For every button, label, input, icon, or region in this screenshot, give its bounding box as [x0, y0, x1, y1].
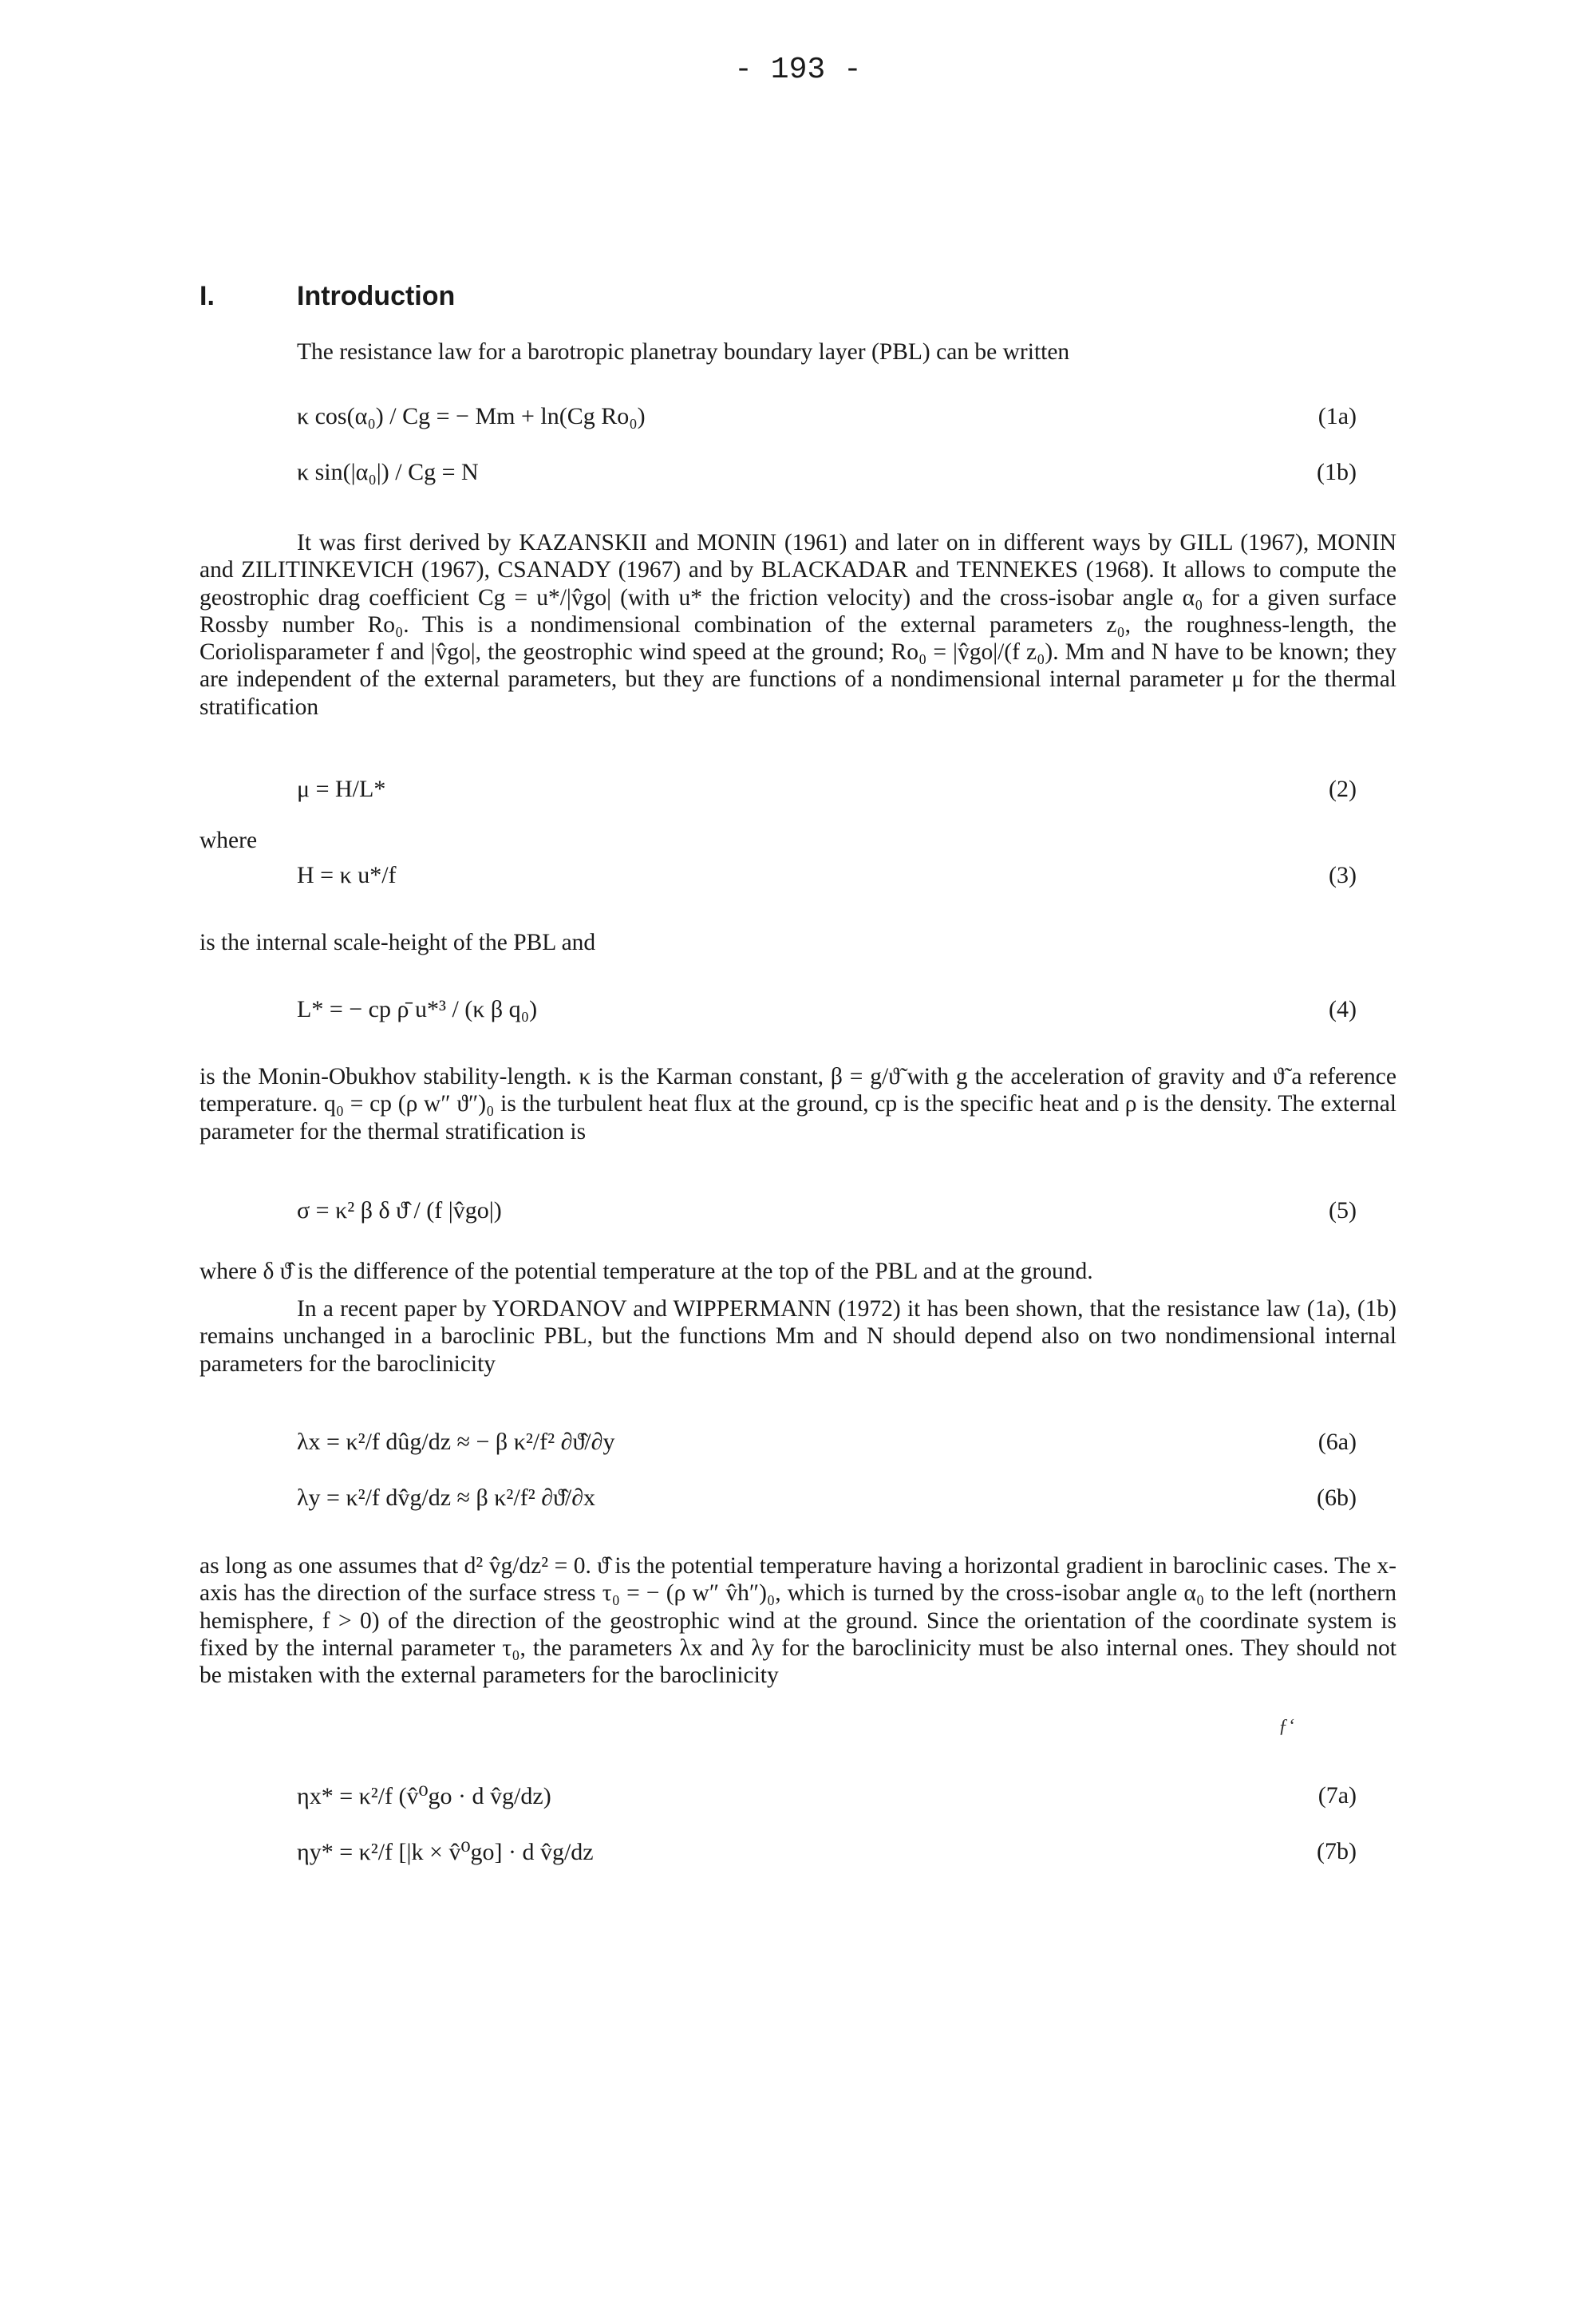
equation-7a-label: (7a): [1317, 1782, 1357, 1809]
equation-3: H = κ u*/f: [297, 862, 397, 888]
section-number: I.: [200, 281, 215, 311]
equation-3-label: (3): [1329, 862, 1357, 888]
equation-1b: κ sin(|α₀|) / Cg = N: [297, 459, 479, 485]
where-label: where: [200, 828, 258, 853]
equation-4: L* = − cp ρ̄ u*³ / (κ β q₀): [297, 996, 538, 1022]
where-delta-line: where δ ϑ̂ is the difference of the potential temperature at the top of the PBL and at the ground.: [200, 1259, 1093, 1284]
scale-height-line: is the internal scale-height of the PBL and: [200, 930, 596, 955]
section-title: Introduction: [297, 281, 456, 311]
pen-mark: ƒ‘: [1278, 1716, 1294, 1737]
equation-5: σ = κ² β δ ϑ̂ / (f |v̂go|): [297, 1197, 502, 1224]
equation-7b: ηy* = κ²/f [|k × v̂⁰go] · d v̂g/dz: [297, 1839, 594, 1865]
equation-6b: λy = κ²/f dv̂g/dz ≈ β κ²/f² ∂ϑ̂/∂x: [297, 1485, 596, 1511]
paragraph-history: It was first derived by KAZANSKII and MONIN (1961) and later on in different ways by GILL (1967), MONIN and ZILITINKEVICH (1967), CSANADY (1967) and by BLACKADAR and TENNEKES (1968). It allows to compute the geostrophic drag coefficient Cg = u*/|v̂go| (with u* the friction velocity) and the cross-isobar angle α₀ for a given surface Rossby number Ro₀. This is a nondimensional combination of the external parameters z₀, the roughness-length, the Coriolisparameter f and |v̂go|, the geostrophic wind speed at the ground; Ro₀ = |v̂go|/(f z₀). Mm and N have to be known; they are independent of the external parameters, but they are functions of a nondimensional internal parameter μ for the thermal stratification: [200, 530, 1396, 720]
intro-line: The resistance law for a barotropic planetray boundary layer (PBL) can be written: [297, 339, 1070, 365]
paragraph-baroclinic: In a recent paper by YORDANOV and WIPPERMANN (1972) it has been shown, that the resistance law (1a), (1b) remains unchanged in a baroclinic PBL, but the functions Mm and N should depend also on two nondimensional internal parameters for the baroclinicity: [200, 1296, 1396, 1377]
paragraph-internal-parameters: as long as one assumes that d² v̂g/dz² = 0. ϑ̂ is the potential temperature having a horizontal gradient in baroclinic cases. The x-axis has the direction of the surface stress τ₀ = − (ρ w″ v̂h″)₀, which is turned by the cross-isobar angle α₀ to the left (northern hemisphere, f > 0) of the direction of the geostrophic wind at the ground. Since the orientation of the coordinate system is fixed by the internal parameter τ₀, the parameters λx and λy for the baroclinicity must be also internal ones. They should not be mistaken with the external parameters for the baroclinicity: [200, 1553, 1396, 1689]
equation-2-label: (2): [1329, 776, 1357, 802]
equation-7b-label: (7b): [1317, 1838, 1357, 1864]
paragraph-stability-length: is the Monin-Obukhov stability-length. κ is the Karman constant, β = g/ϑ̃ with g the acceleration of gravity and ϑ̃ a reference temperature. q₀ = cp (ρ w″ ϑ″)₀ is the turbulent heat flux at the ground, cp is the specific heat and ρ is the density. The external parameter for the thermal stratification is: [200, 1064, 1396, 1145]
equation-1a-label: (1a): [1317, 403, 1357, 429]
page-number: - 193 -: [734, 53, 862, 87]
equation-4-label: (4): [1329, 996, 1357, 1022]
equation-6a-label: (6a): [1317, 1429, 1357, 1455]
equation-6a: λx = κ²/f dûg/dz ≈ − β κ²/f² ∂ϑ̂/∂y: [297, 1429, 615, 1455]
equation-7a: ηx* = κ²/f (v̂⁰go · d v̂g/dz): [297, 1783, 551, 1809]
equation-1b-label: (1b): [1317, 459, 1357, 485]
equation-1a: κ cos(α₀) / Cg = − Mm + ln(Cg Ro₀): [297, 403, 646, 429]
equation-5-label: (5): [1329, 1197, 1357, 1224]
equation-2: μ = H/L*: [297, 776, 386, 802]
equation-6b-label: (6b): [1317, 1485, 1357, 1511]
